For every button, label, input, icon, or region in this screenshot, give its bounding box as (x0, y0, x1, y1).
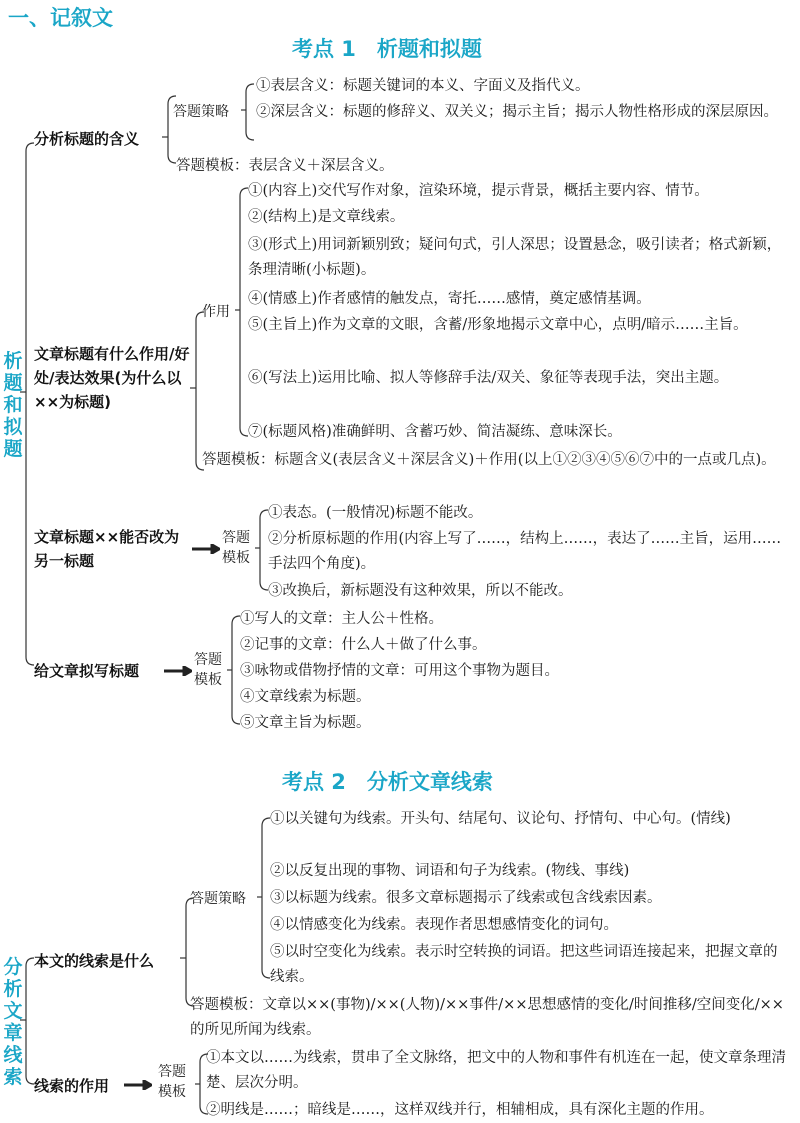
s1-q4-item-3: ③咏物或借物抒情的文章：可用这个事物为题目。 (240, 663, 559, 679)
section2-title: 考点 2 分析文章线索 (282, 770, 493, 794)
s1-q1-strategy-label: 答题策略 (173, 104, 229, 120)
s1-q4-label: 答题模板 (194, 652, 222, 688)
s2-q1-template: 答题模板：文章以××(事物)/××(人物)/××事件/××思想感情的变化/时间推移/空间变化/××的所见所闻为线索。 (190, 997, 784, 1038)
s1-q3-item-1: ①表态。(一般情况)标题不能改。 (268, 505, 483, 521)
s1-q2-item-6: ⑥(写法上)运用比喻、拟人等修辞手法/双关、象征等表现手法，突出主题。 (248, 370, 729, 386)
section2-side-label: 分析文章线索 (3, 956, 23, 1088)
s2-q2-item-2: ②明线是……；暗线是……，这样双线并行，相辅相成，具有深化主题的作用。 (206, 1102, 714, 1118)
s2-q2-label: 答题模板 (158, 1064, 186, 1100)
s1-q4-item-1: ①写人的文章：主人公＋性格。 (240, 611, 443, 627)
s1-q2-item-7: ⑦(标题风格)准确鲜明、含蓄巧妙、简洁凝练、意味深长。 (248, 424, 622, 440)
s1-q2-item-3: ③(形式上)用词新颖别致；疑问句式，引人深思；设置悬念，吸引读者；格式新颖，条理清晰(小标题)。 (248, 237, 782, 278)
s1-q1-item-2: ②深层含义：标题的修辞义、双关义；揭示主旨；揭示人物性格形成的深层原因。 (256, 104, 778, 120)
s1-q4-title: 给文章拟写标题 (34, 662, 140, 680)
s1-q4-item-2: ②记事的文章：什么人＋做了什么事。 (240, 637, 487, 653)
s2-q1-item-4: ④以情感变化为线索。表现作者思想感情变化的词句。 (270, 917, 618, 933)
s1-q1-title: 分析标题的含义 (34, 130, 140, 148)
s2-q1-item-5: ⑤以时空变化为线索。表示时空转换的词语。把这些词语连接起来，把握文章的线索。 (270, 944, 778, 985)
s2-q2-title: 线索的作用 (34, 1077, 110, 1095)
page-heading: 一、记叙文 (8, 6, 113, 30)
s1-q3-item-2: ②分析原标题的作用(内容上写了……，结构上……，表达了……主旨，运用……手法四个角度)。 (268, 531, 782, 572)
s1-q3-title: 文章标题××能否改为另一标题 (34, 528, 180, 570)
s1-q2-template: 答题模板：标题含义(表层含义＋深层含义)＋作用(以上①②③④⑤⑥⑦中的一点或几点)。 (202, 452, 776, 468)
s1-q2-item-5: ⑤(主旨上)作为文章的文眼，含蓄/形象地揭示文章中心，点明/暗示……主旨。 (248, 317, 748, 333)
s2-q1-strategy-label: 答题策略 (190, 891, 246, 907)
s1-q2-item-1: ①(内容上)交代写作对象，渲染环境，提示背景，概括主要内容、情节。 (248, 183, 709, 199)
s2-q1-item-3: ③以标题为线索。很多文章标题揭示了线索或包含线索因素。 (270, 890, 662, 906)
s1-q2-item-4: ④(情感上)作者感情的触发点，寄托……感情，奠定感情基调。 (248, 291, 651, 307)
s1-q1-item-1: ①表层含义：标题关键词的本义、字面义及指代义。 (256, 78, 590, 94)
arrow-icon (164, 666, 192, 676)
s1-q2-title: 文章标题有什么作用/好处/表达效果(为什么以××为标题) (34, 345, 190, 411)
s1-q4-item-5: ⑤文章主旨为标题。 (240, 715, 371, 731)
s2-q1-item-1: ①以关键句为线索。开头句、结尾句、议论句、抒情句、中心句。(情线) (270, 811, 731, 827)
arrow-icon (124, 1080, 152, 1090)
section1-side-label: 析题和拟题 (3, 350, 23, 460)
s1-q3-item-3: ③改换后，新标题没有这种效果，所以不能改。 (268, 583, 573, 599)
s1-q4-item-4: ④文章线索为标题。 (240, 689, 371, 705)
section1-title: 考点 1 析题和拟题 (292, 37, 482, 61)
s2-q1-item-2: ②以反复出现的事物、词语和句子为线索。(物线、事线) (270, 863, 630, 879)
s1-q3-label: 答题模板 (222, 530, 250, 566)
arrow-icon (192, 544, 220, 554)
s2-q2-item-1: ①本文以……为线索，贯串了全文脉络，把文中的人物和事件有机连在一起，使文章条理清楚、层次分明。 (206, 1050, 786, 1091)
s1-q2-role-label: 作用 (202, 304, 230, 320)
s1-q2-item-2: ②(结构上)是文章线索。 (248, 209, 405, 225)
s2-q1-title: 本文的线索是什么 (34, 952, 155, 970)
s1-q1-template: 答题模板：表层含义＋深层含义。 (176, 158, 394, 174)
